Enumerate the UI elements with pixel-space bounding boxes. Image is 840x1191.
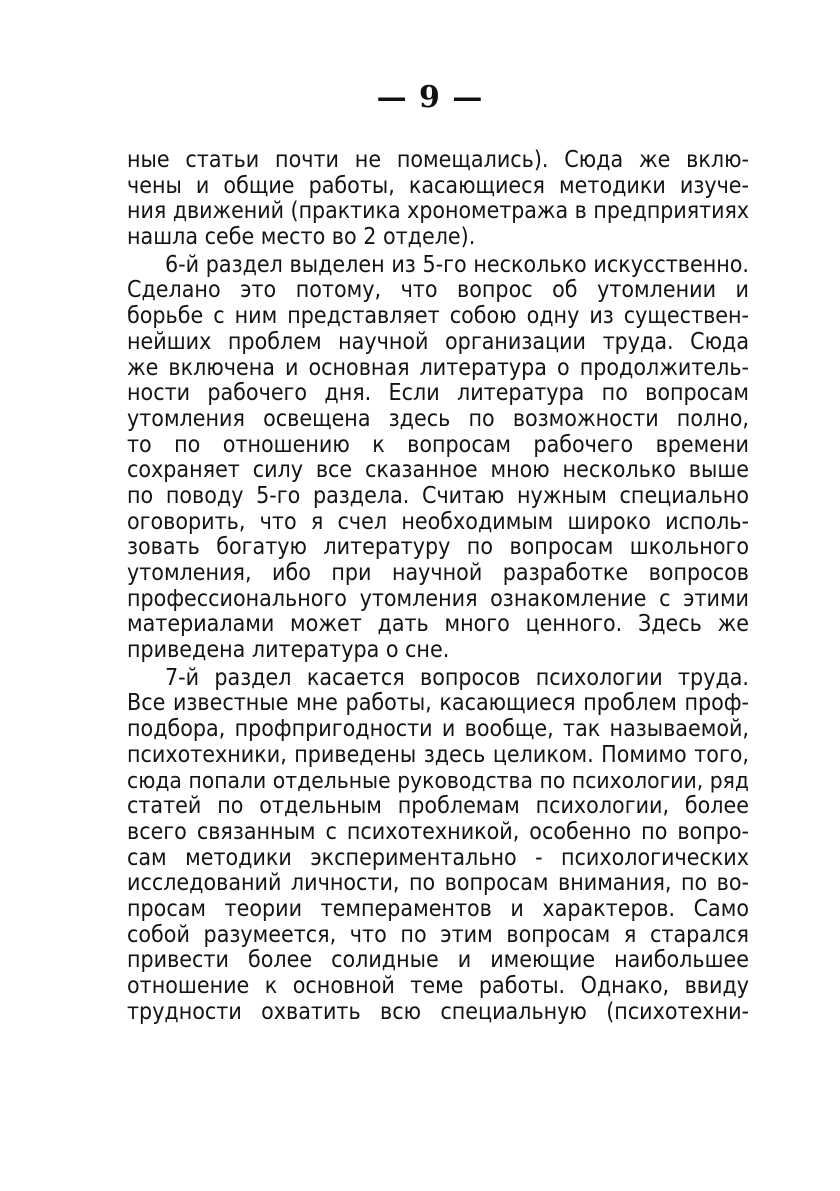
text-line: зовать богатую литературу по вопросам школьного — [127, 534, 749, 561]
text-line: утомления, ибо при научной разработке вопросов — [127, 560, 749, 586]
text-line: привести более солидные и имеющие наибольшее — [127, 947, 749, 974]
text-line: ности рабочего дня. Если литература по вопросам — [127, 380, 749, 407]
text-line: профессионального утомления ознакомление с этими — [127, 585, 749, 612]
text-line: подбора, профпригодности и вообще, так называемой, — [127, 716, 749, 743]
text-line: 6-й раздел выделен из 5-го несколько искусственно. — [165, 251, 749, 278]
text-line: отношение к основной теме работы. Однако, ввиду — [127, 973, 749, 999]
text-line: ные статьи почти не помещались). Сюда же вклю- — [127, 147, 749, 173]
text-line: по поводу 5-го раздела. Считаю нужным специально — [127, 482, 749, 509]
paragraph-3 — [127, 666, 749, 1026]
text-line: борьбе с ним представляет собою одну из существен- — [127, 303, 749, 330]
text-line: психотехники, приведены здесь целиком. Помимо того, — [127, 741, 749, 768]
text-line: сохраняет силу все сказанное мною несколько выше — [127, 457, 749, 484]
text-line: сюда попали отдельные руководства по психологии, ряд — [127, 767, 749, 794]
page-number: — 9 — — [376, 80, 484, 115]
text-line: чены и общие работы, касающиеся методики изуче- — [127, 172, 749, 199]
text-line: просам теории темпераментов и характеров. Само — [127, 895, 749, 922]
paragraph-2 — [127, 253, 749, 664]
text-line: сам методики экспериментально - психологических — [127, 844, 749, 871]
text-line: утомления освещена здесь по возможности полно, — [127, 405, 749, 432]
text-line: 7-й раздел касается вопросов психологии труда. — [165, 664, 749, 691]
paragraph-1 — [127, 148, 749, 251]
body-text — [127, 148, 749, 1025]
text-line: всего связанным с психотехникой, особенно по вопро- — [127, 818, 749, 845]
text-line: то по отношению к вопросам рабочего времени — [127, 431, 749, 458]
text-line: материалами может дать много ценного. Здесь же — [127, 611, 749, 638]
text-line: ния движений (практика хронометража в предприятиях — [127, 198, 749, 225]
text-line: исследований личности, по вопросам внимания, по во- — [127, 870, 749, 897]
text-line: трудности охватить всю специальную (психотехни- — [127, 998, 749, 1025]
text-line: же включена и основная литература о продолжитель- — [127, 354, 749, 381]
text-line: статей по отдельным проблемам психологии, более — [127, 793, 749, 820]
text-line: Сделано это потому, что вопрос об утомлении и — [127, 277, 749, 304]
text-line: оговорить, что я счел необходимым широко исполь- — [127, 508, 749, 535]
text-line: приведена литература о сне. — [127, 637, 450, 664]
text-line: собой разумеется, что по этим вопросам я старался — [127, 921, 749, 948]
text-line: Все известные мне работы, касающиеся проблем проф- — [127, 690, 749, 717]
text-line: нейших проблем научной организации труда. Сюда — [127, 328, 749, 355]
text-line: нашла себе место во 2 отделе). — [127, 224, 476, 251]
